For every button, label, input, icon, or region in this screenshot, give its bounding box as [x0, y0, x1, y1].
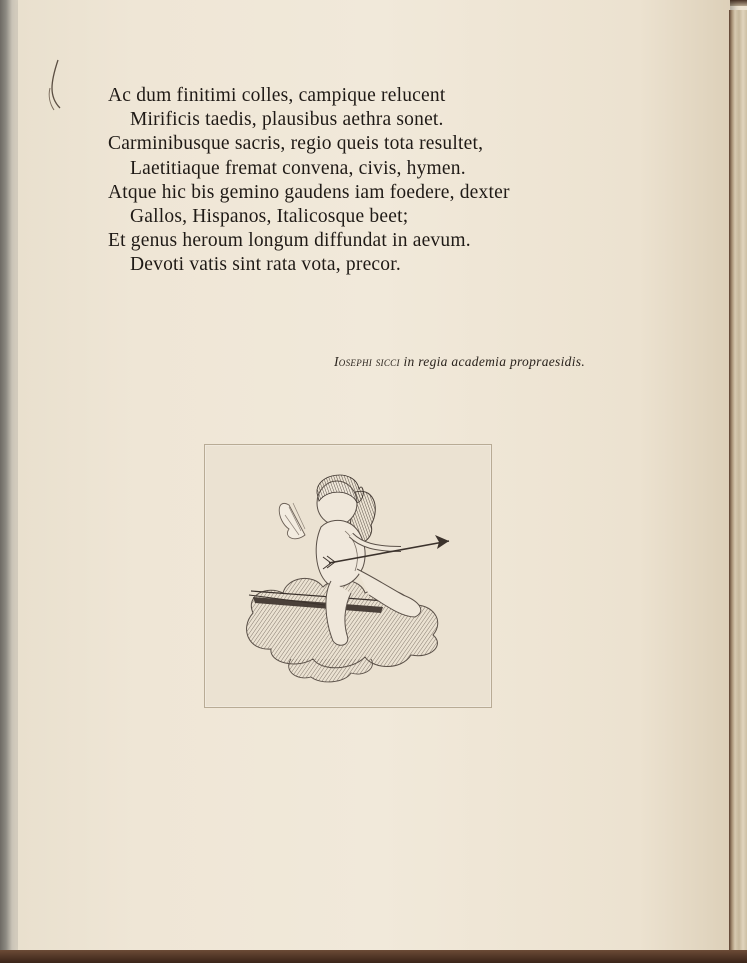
poem-line: Et genus heroum longum diffundat in aevum. — [108, 230, 471, 252]
poem-line: Gallos, Hispanos, Italicosque beet; — [130, 206, 409, 228]
bottom-edge — [0, 950, 747, 963]
poem-line: Carminibusque sacris, regio queis tota resultet, — [108, 133, 484, 155]
cherub-illustration — [205, 445, 491, 707]
author-signature — [0, 354, 747, 370]
author-title: in regia academia propraesidis. — [403, 354, 585, 369]
poem-line: Laetitiaque fremat convena, civis, hymen. — [130, 157, 466, 179]
page-edges — [729, 10, 747, 955]
poem-line: Mirificis taedis, plausibus aethra sonet. — [130, 109, 444, 131]
poem-line: Devoti vatis sint rata vota, precor. — [130, 254, 401, 276]
engraving-plate — [204, 444, 492, 708]
poem-block — [108, 84, 628, 278]
poem-line: Atque hic bis gemino gaudens iam foedere, dexter — [108, 181, 510, 203]
author-name: Iosephi sicci — [334, 354, 400, 369]
poem-line: Ac dum finitimi colles, campique relucent — [108, 85, 446, 106]
pencil-mark — [44, 58, 66, 118]
